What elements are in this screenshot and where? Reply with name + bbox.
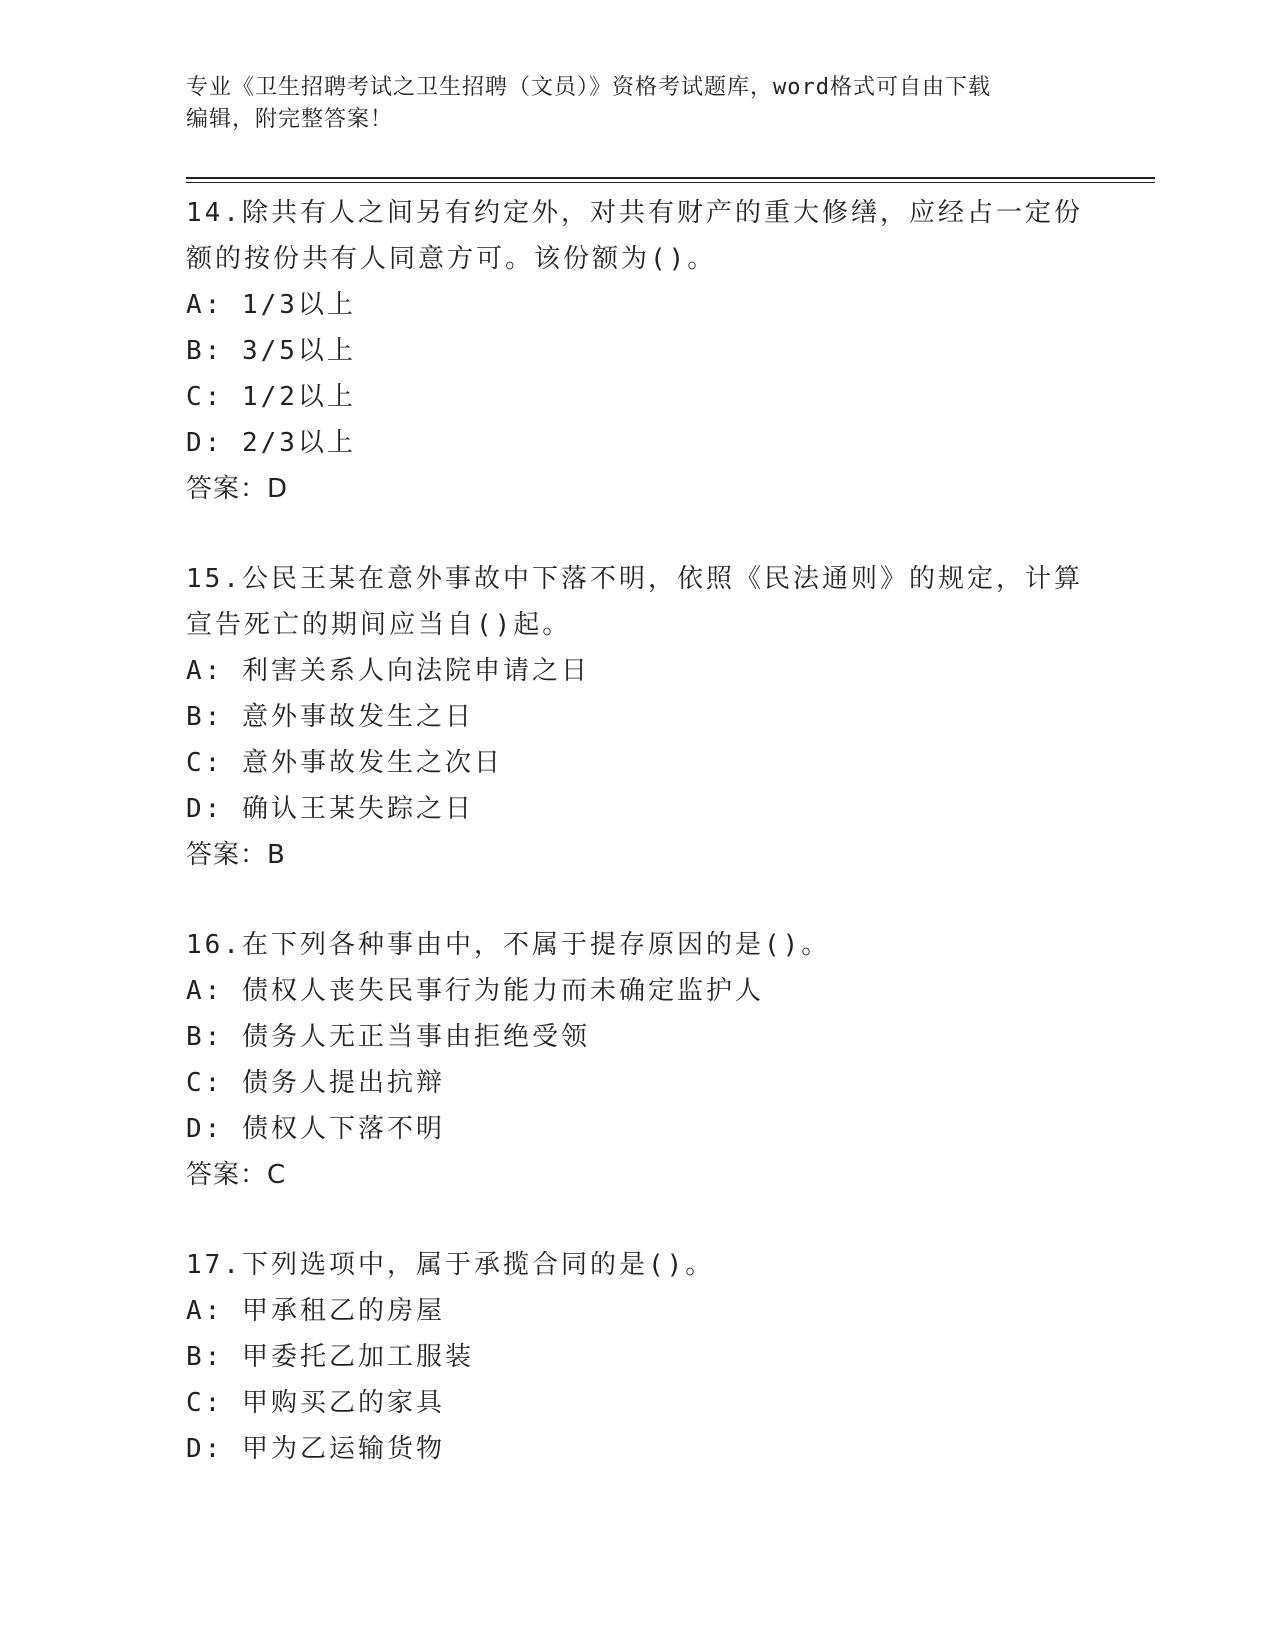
option-a: A: 甲承租乙的房屋 <box>186 1296 445 1326</box>
question-text-line: 17.下列选项中，属于承揽合同的是()。 <box>186 1250 715 1280</box>
option-d: D: 2/3以上 <box>186 428 356 458</box>
header-line-1: 专业《卫生招聘考试之卫生招聘（文员）》资格考试题库，word格式可自由下载 <box>186 75 991 100</box>
answer-line: 答案：B <box>186 840 286 870</box>
option-c: C: 意外事故发生之次日 <box>186 748 503 778</box>
question-16 <box>186 922 1086 1198</box>
option-c: C: 甲购买乙的家具 <box>186 1388 445 1418</box>
header-divider-thin <box>186 182 1155 183</box>
option-a: A: 利害关系人向法院申请之日 <box>186 656 590 686</box>
option-d: D: 甲为乙运输货物 <box>186 1434 445 1464</box>
answer-line: 答案：D <box>186 474 289 504</box>
option-b: B: 债务人无正当事由拒绝受领 <box>186 1022 590 1052</box>
question-list <box>186 190 1086 1516</box>
option-d: D: 债权人下落不明 <box>186 1114 445 1144</box>
question-text-line: 额的按份共有人同意方可。该份额为()。 <box>186 244 717 274</box>
question-17 <box>186 1242 1086 1472</box>
question-text-line: 16.在下列各种事由中，不属于提存原因的是()。 <box>186 930 831 960</box>
question-text-line: 14.除共有人之间另有约定外，对共有财产的重大修缮，应经占一定份 <box>186 198 1083 228</box>
question-14 <box>186 190 1086 512</box>
option-a: A: 1/3以上 <box>186 290 356 320</box>
header-line-2: 编辑，附完整答案！ <box>186 107 394 132</box>
question-text-line: 宣告死亡的期间应当自()起。 <box>186 610 572 640</box>
option-b: B: 意外事故发生之日 <box>186 702 474 732</box>
option-c: C: 债务人提出抗辩 <box>186 1068 445 1098</box>
header-divider-thick <box>186 177 1155 179</box>
document-header <box>186 72 1086 136</box>
option-c: C: 1/2以上 <box>186 382 356 412</box>
question-15 <box>186 556 1086 878</box>
option-a: A: 债权人丧失民事行为能力而未确定监护人 <box>186 976 764 1006</box>
option-b: B: 甲委托乙加工服装 <box>186 1342 474 1372</box>
answer-line: 答案：C <box>186 1160 287 1190</box>
option-b: B: 3/5以上 <box>186 336 356 366</box>
option-d: D: 确认王某失踪之日 <box>186 794 474 824</box>
question-text-line: 15.公民王某在意外事故中下落不明，依照《民法通则》的规定，计算 <box>186 564 1083 594</box>
